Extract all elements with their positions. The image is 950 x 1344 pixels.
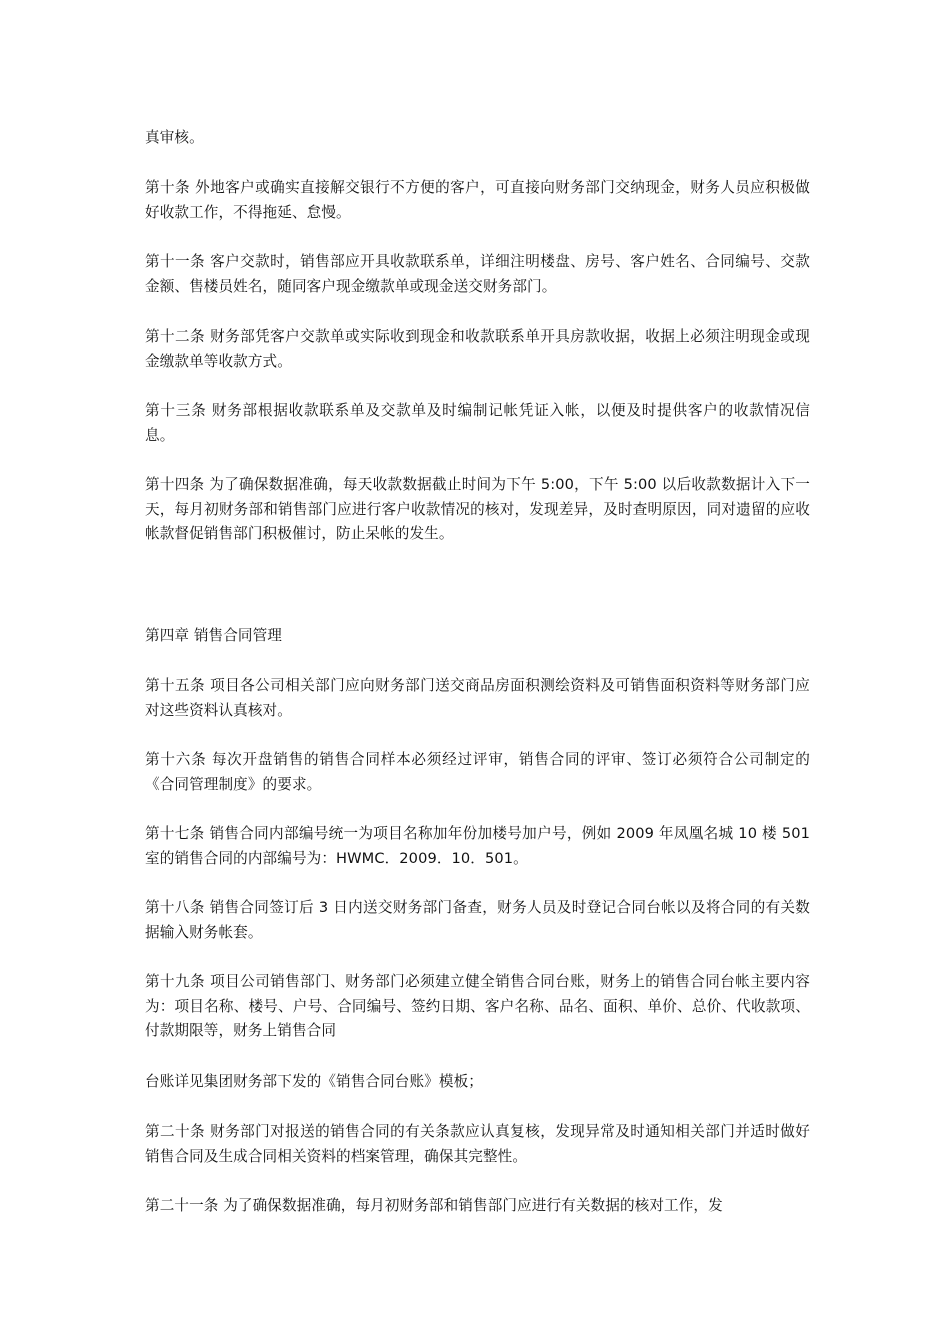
article-17: 第十七条 销售合同内部编号统一为项目名称加年份加楼号加户号，例如 2009 年凤凰名城 10 楼 501 室的销售合同的内部编号为：HWMC．2009．10．501。	[145, 825, 810, 867]
article-21: 第二十一条 为了确保数据准确，每月初财务部和销售部门应进行有关数据的核对工作，发	[145, 1197, 723, 1214]
article-18: 第十八条 销售合同签订后 3 日内送交财务部门备查，财务人员及时登记合同台帐以及将合同的有关数据输入财务帐套。	[145, 899, 810, 941]
article-15: 第十五条 项目各公司相关部门应向财务部门送交商品房面积测绘资料及可销售面积资料等财务部门应对这些资料认真核对。	[145, 677, 810, 719]
article-14: 第十四条 为了确保数据准确，每天收款数据截止时间为下午 5:00，下午 5:00 以后收款数据计入下一天，每月初财务部和销售部门应进行客户收款情况的核对，发现差异，及时查明原因，同对遗留的应收帐款督促销售部门积极催讨，防止呆帐的发生。	[145, 476, 810, 542]
paragraph-continuation: 真审核。	[145, 129, 204, 146]
article-19: 第十九条 项目公司销售部门、财务部门必须建立健全销售合同台账，财务上的销售合同台帐主要内容为：项目名称、楼号、户号、合同编号、签约日期、客户名称、品名、面积、单价、总价、代收款项、付款期限等，财务上销售合同	[145, 973, 810, 1039]
article-13: 第十三条 财务部根据收款联系单及交款单及时编制记帐凭证入帐，以便及时提供客户的收款情况信息。	[145, 402, 810, 444]
chapter-4-heading: 第四章 销售合同管理	[145, 627, 282, 644]
article-19-continuation: 台账详见集团财务部下发的《销售合同台账》模板；	[145, 1073, 483, 1090]
article-20: 第二十条 财务部门对报送的销售合同的有关条款应认真复核，发现异常及时通知相关部门并适时做好销售合同及生成合同相关资料的档案管理，确保其完整性。	[145, 1123, 810, 1165]
article-12: 第十二条 财务部凭客户交款单或实际收到现金和收款联系单开具房款收据，收据上必须注明现金或现金缴款单等收款方式。	[145, 328, 810, 370]
article-16: 第十六条 每次开盘销售的销售合同样本必须经过评审，销售合同的评审、签订必须符合公司制定的《合同管理制度》的要求。	[145, 751, 810, 793]
article-10: 第十条 外地客户或确实直接解交银行不方便的客户，可直接向财务部门交纳现金，财务人员应积极做好收款工作，不得拖延、怠慢。	[145, 179, 810, 221]
article-11: 第十一条 客户交款时，销售部应开具收款联系单，详细注明楼盘、房号、客户姓名、合同编号、交款金额、售楼员姓名，随同客户现金缴款单或现金送交财务部门。	[145, 253, 810, 295]
